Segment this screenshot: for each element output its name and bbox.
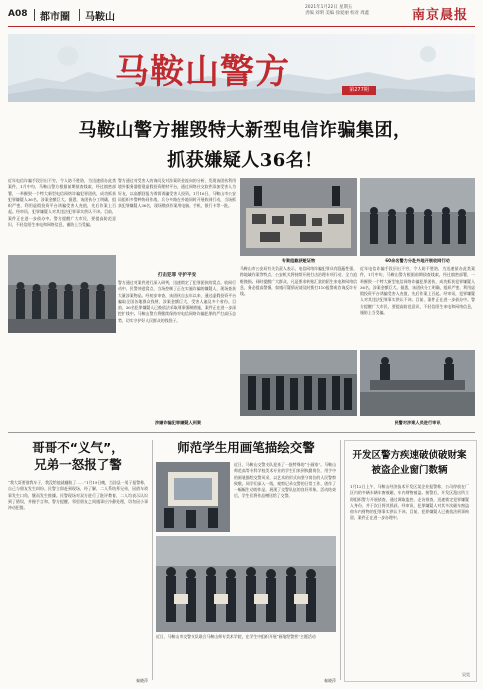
story-mid-headline: 师范学生用画笔描绘交警 [177, 440, 315, 455]
story-left-headline-1: 哥哥不“义气”， [32, 440, 124, 455]
lead-body-column-3: 警方通过对案件进行深入研判，迅速锁定了犯罪团伙的窝点。收网行动中，民警冲进窝点，当场控制了正在实施诈骗的嫌疑人，现场查获大量涉案物品。经初步审查，该团伙自去年以来，通过虚假投资平台骗取全国各地群众钱财，涉案金额巨大，受害人遍及多个省份。目前，36名犯罪嫌疑人已被依法采取刑事强制措施，案件正在进一步深挖扩线中。马鞍山警方将继续保持对电信网络诈骗犯罪的严打高压态势，切实守护好人民群众的钱袋子。 [118, 280, 236, 323]
lead-photo-2 [240, 178, 357, 256]
column-divider [152, 440, 153, 680]
police-team-photo [8, 255, 116, 333]
story-mid-photo-2 [156, 536, 336, 632]
story-left-author: 秦晓萍 [136, 678, 148, 683]
story-right-headline-2: 被盗企业窗门数辆 [371, 465, 448, 476]
issue-meta [305, 5, 415, 17]
group-photo [156, 536, 336, 632]
lead-photo-4 [240, 350, 357, 416]
lead-body-column-5: 近年电信诈骗手段层出不穷，令人防不胜防，为迅速侦办此类案件，1月中旬，马鞍山警方根据前期侦查线索，经过缜密部署，一举摧毁一个特大新型电信网络诈骗犯罪团伙，成功抓获犯罪嫌疑人36名，涉案金额巨大。据悉，该团伙分工明确，组织严密，利用虚假投资平台诱骗受害人充值，先后作案上百起。经审讯，犯罪嫌疑人对其违法犯罪事实供认不讳。目前，案件正在进一步侦办中。警方提醒广大市民，要提高防范意识，不轻信陌生来电和网络信息，谨防上当受骗。 [360, 266, 475, 316]
lead-photo-1 [8, 255, 116, 333]
section-name: 都市圈 [40, 12, 70, 23]
story-mid-body: 近日，马鞍山交警支队迎来了一批特殊的“小画家”。马鞍山师范高等专科学校美术专业的学生们来到执勤岗位，用手中的画笔描绘交警风采，以艺术的形式向坚守岗位的人民警察致敬。同学们深入一线，观察记录交警的日常工作，创作了一幅幅生动的作品，展现了交警队伍的良好形象。活动结束后，学生们将作品赠送给了交警。 [234, 462, 336, 499]
photo-2-caption: 专案组截获赃证物 [281, 258, 316, 263]
column-title: 马鞍山警方 [115, 52, 290, 92]
lead-photo-5 [360, 350, 475, 416]
header-rule [8, 26, 475, 27]
issue-tag: 第277期 [342, 86, 376, 95]
lead-headline-line1: 马鞍山警方摧毁特大新型电信诈骗集团， [78, 120, 412, 141]
header-divider [34, 9, 35, 21]
story-mid-caption: 近日，马鞍山市交警支队联合马鞍山师专美术学院，在学生中组织开展“画笔绘警营”主题活动 [156, 634, 316, 639]
story-right-author: 吴昊 [462, 672, 470, 677]
photo-4-caption: 涉嫌诈骗犯罪嫌疑人到案 [154, 420, 202, 425]
section-subname: 马鞍山 [85, 12, 115, 23]
newspaper-logo: 南京晨报 [412, 8, 469, 23]
issue-editors: 责编 刘明 美编 徐爱丽 校对 周鑫 [305, 11, 370, 16]
story-left-body: “我大哥要借我车子，我没给他就翻脸了……”1月19日晚，当涂县一男子报警称，自己与朋友发生纠纷。民警立即赶到现场，经了解，二人系结拜兄弟，因借车琐事发生口角，继而发生推搡。民警现场对双方进行了批评教育，二人均表示认识到了错误，并握手言和。警方提醒，邻里朋友之间遇事应冷静处理，切勿因小事冲动犯错。 [8, 480, 148, 511]
story-mid-author: 秦晓萍 [324, 678, 336, 683]
header-divider [79, 9, 80, 21]
interrogation-photo [360, 350, 475, 416]
lead-photo-3 [360, 178, 475, 256]
issue-date: 2021年1月22日 星期五 [305, 5, 353, 10]
lead-body-column-4: 马鞍山市公安局有关负责人表示，电信网络诈骗犯罪具有隐蔽性强、跨地域作案等特点，公安机关将持续开展打击治理专项行动，全力追赃挽损。同时提醒广大群众，凡是要求转账汇款的陌生来电和网络信息，务必提高警惕，如遇可疑情况请及时拨打110报警或咨询反诈专线。 [240, 266, 357, 297]
suspects-photo [240, 350, 357, 416]
story-mid-photo-1 [156, 462, 230, 532]
lead-subhead: 打击犯罪 守护平安 [157, 273, 197, 278]
lead-headline-line2: 抓获嫌疑人36名！ [167, 150, 323, 171]
lead-body-column-1: 近年电信诈骗手段层出不穷，令人防不胜防，为迅速侦办此类案件，1月中旬，马鞍山警方根据前期侦查线索，经过缜密部署，一举摧毁一个特大新型电信网络诈骗犯罪团伙，成功抓获犯罪嫌疑人36名，涉案金额巨大。据悉，该团伙分工明确，组织严密，利用虚假投资平台诱骗受害人充值，先后作案上百起。经审讯，犯罪嫌疑人对其违法犯罪事实供认不讳。目前，案件正在进一步侦办中。警方提醒广大市民，要提高防范意识，不轻信陌生来电和网络信息，谨防上当受骗。 [8, 178, 116, 228]
lead-body-column-2: 警方通过对受害人的询问及对涉案资金流向的分析，发现该团伙利用境外服务器搭建虚假投资理财平台，通过网络社交软件添加受害人为好友，以高额回报为诱饵诱骗受害人投资。1月16日，马鞍山市公安局组织多警种协同作战，兵分多路在外地同时开展收网行动，当场抓获犯罪嫌疑人36名，现场缴获作案用电脑、手机、银行卡等一批。 [118, 178, 236, 209]
photo-3-caption: 60余名警力分赴外地开展收网行动 [385, 258, 450, 263]
evidence-photo [240, 178, 357, 256]
story-right-headline-1: 开发区警方疾速破侦破财案 [352, 450, 467, 461]
page-number: A08 [8, 9, 28, 19]
story-right-body: 1月12日上午，马鞍山经济技术开发区某企业报警称，公司停放在厂区内的多辆车辆车窗被砸，车内财物被盗。接警后，开发区派出所立即组织警力开展侦查，通过调取监控、走访排查，迅速锁定犯罪嫌疑人身份，并于次日将其抓获。经审讯，犯罪嫌疑人对其多次砸车窗盗窃车内财物的犯罪事实供认不讳。目前，犯罪嫌疑人已被依法刑事拘留，案件正在进一步办理中。 [350, 484, 469, 521]
drawing-photo [156, 462, 230, 532]
section-rule [8, 432, 475, 433]
story-left-headline-2: 兄弟一怒报了警 [34, 457, 122, 472]
column-divider [340, 440, 341, 680]
police-operation-photo [360, 178, 475, 256]
photo-5-caption: 民警对涉案人员进行审讯 [394, 420, 441, 425]
